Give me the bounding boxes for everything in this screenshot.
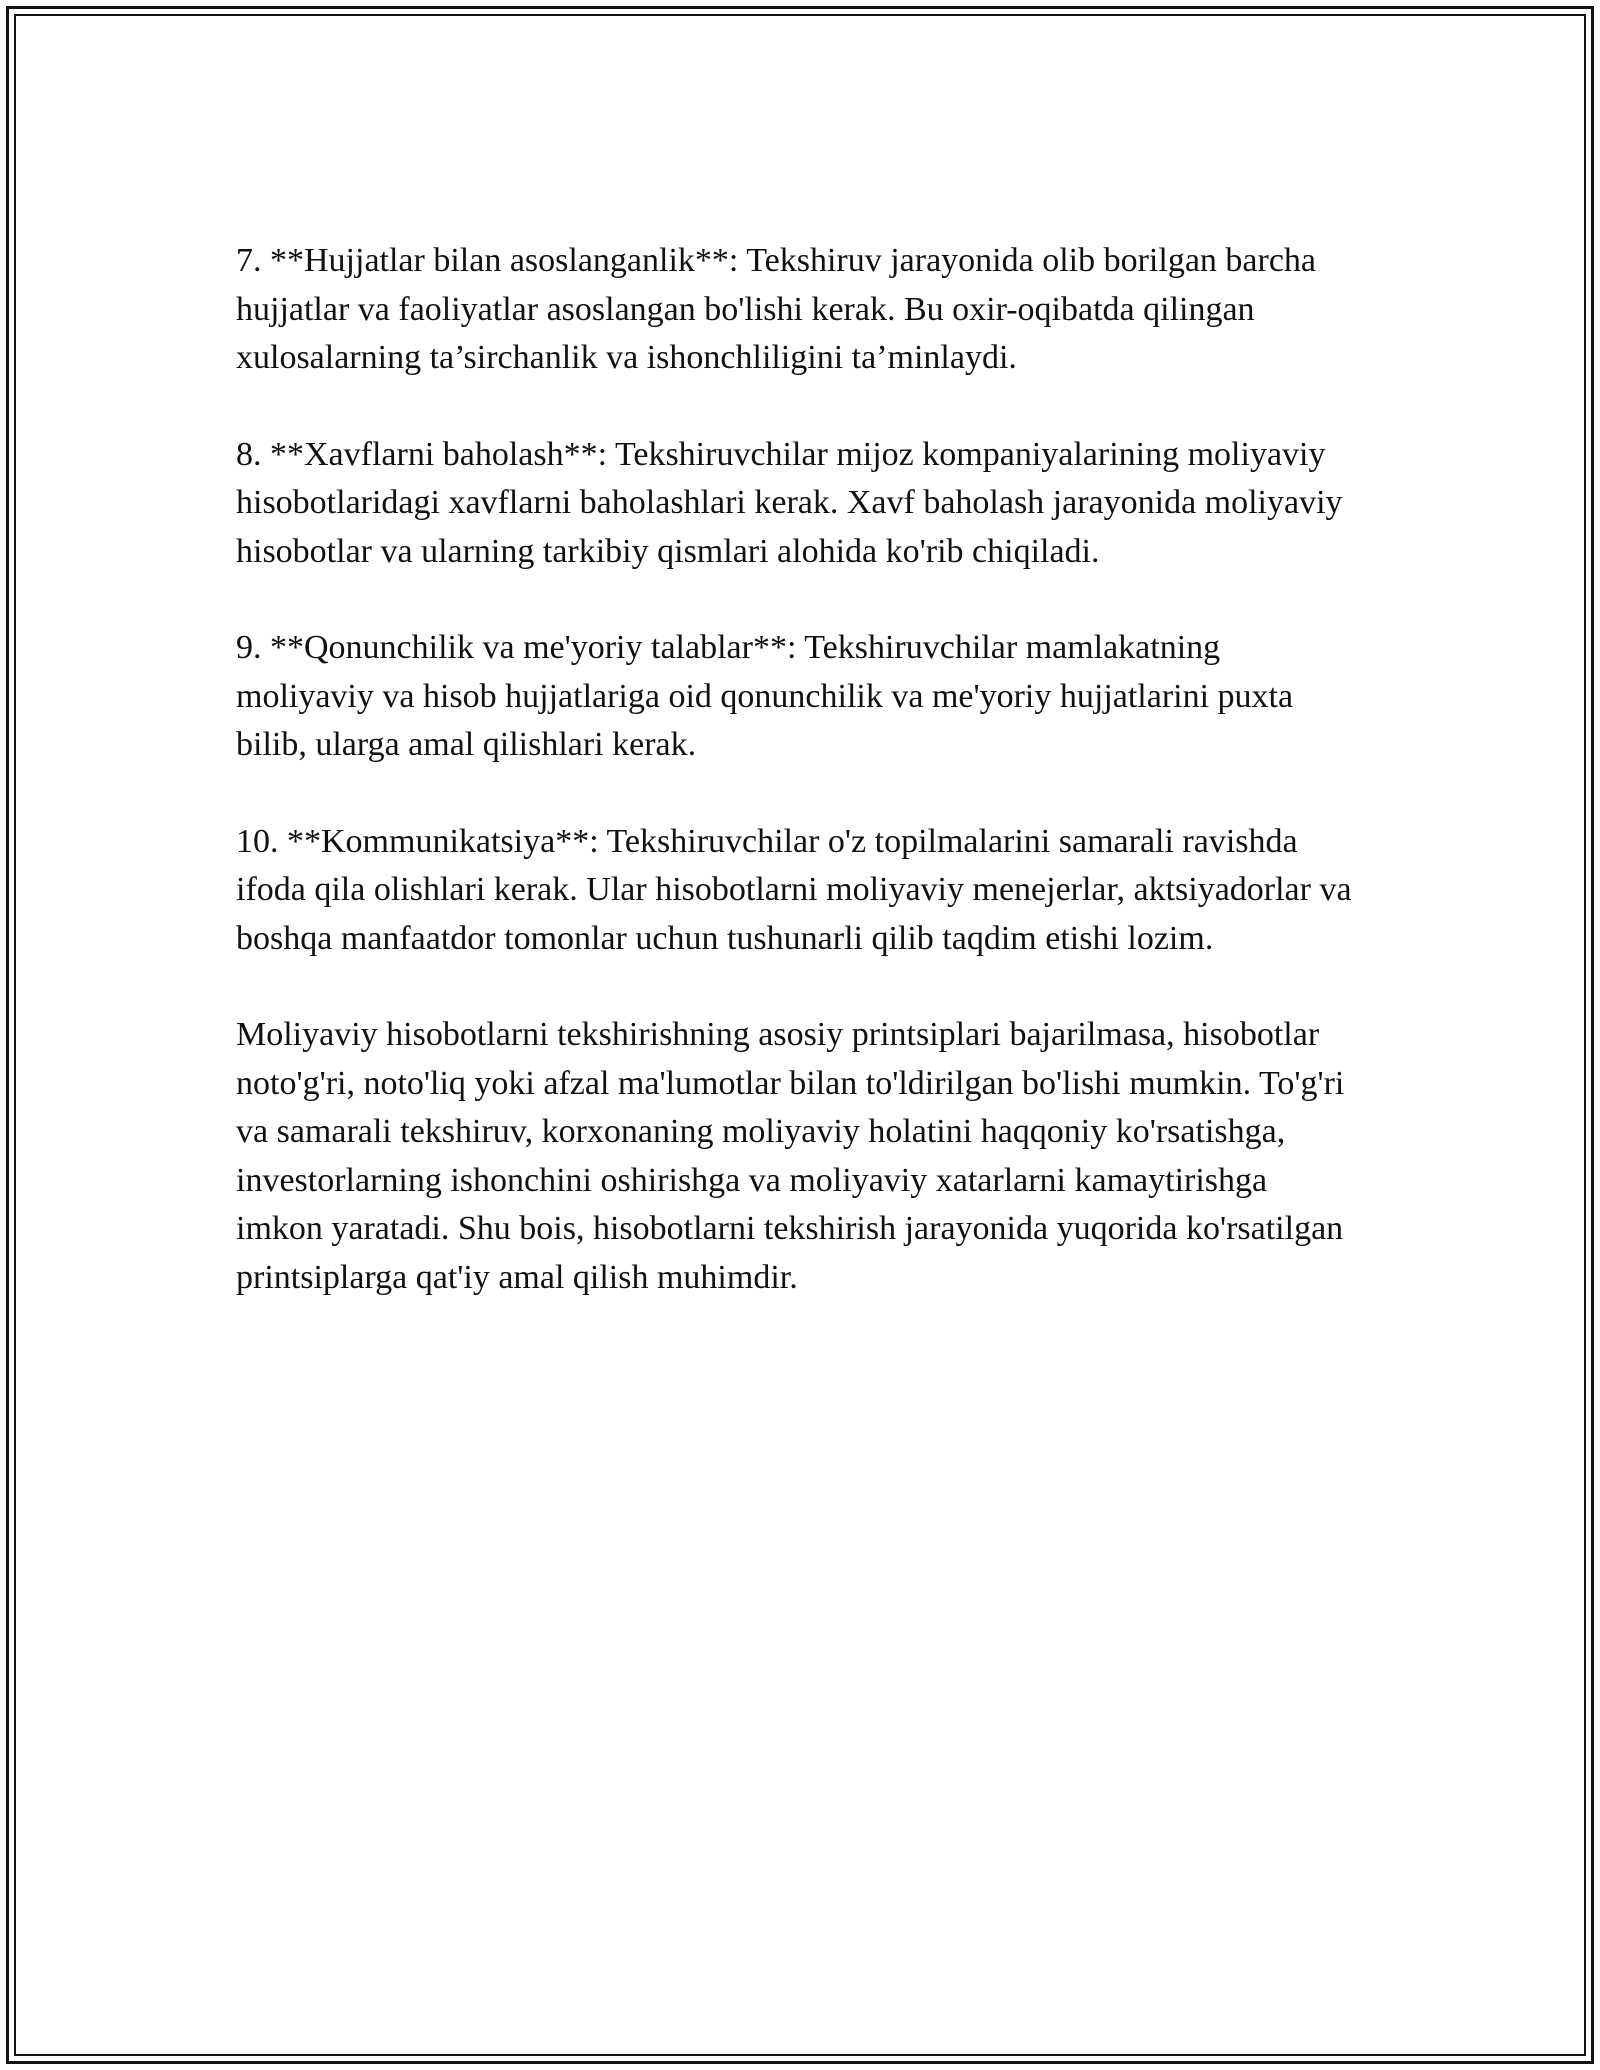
paragraph-conclusion: Moliyaviy hisobotlarni tekshirishning asosiy printsiplari bajarilmasa, hisobotlar noto'g'ri, noto'liq yoki afzal ma'lumotlar bilan to'ldirilgan bo'lishi mumkin. To'g'ri va samarali tekshiruv, korxonaning moliyaviy holatini haqqoniy ko'rsatishga, investorlarning ishonchini oshirishga va moliyaviy xatarlarni kamaytirishga imkon yaratadi. Shu bois, hisobotlarni tekshirish jarayonida yuqorida ko'rsatilgan printsiplarga qat'iy amal qilish muhimdir. (236, 1016, 1345, 1296)
paragraph-9-legal-requirements: 9. **Qonunchilik va me'yoriy talablar**: Tekshiruvchilar mamlakatning moliyaviy va hisob hujjatlariga oid qonunchilik va me'yoriy hujjatlarini puxta bilib, ularga amal qilishlari kerak. (236, 629, 1294, 763)
paragraph-7-documentation: 7. **Hujjatlar bilan asoslanganlik**: Tekshiruv jarayonida olib borilgan barcha hujjatlar va faoliyatlar asoslangan bo'lishi kerak. Bu oxir-oqibatda qilingan xulosalarning ta’sirchanlik va ishonchliligini ta’minlaydi. (236, 242, 1316, 376)
document-body (236, 237, 1356, 1350)
paragraph-10-communication: 10. **Kommunikatsiya**: Tekshiruvchilar o'z topilmalarini samarali ravishda ifoda qila olishlari kerak. Ular hisobotlarni moliyaviy menejerlar, aktsiyadorlar va boshqa manfaatdor tomonlar uchun tushunarli qilib taqdim etishi lozim. (236, 822, 1352, 957)
paragraph-8-risk-assessment: 8. **Xavflarni baholash**: Tekshiruvchilar mijoz kompaniyalarining moliyaviy hisobotlaridagi xavflarni baholashlari kerak. Xavf baholash jarayonida moliyaviy hisobotlar va ularning tarkibiy qismlari alohida ko'rib chiqiladi. (236, 435, 1343, 570)
